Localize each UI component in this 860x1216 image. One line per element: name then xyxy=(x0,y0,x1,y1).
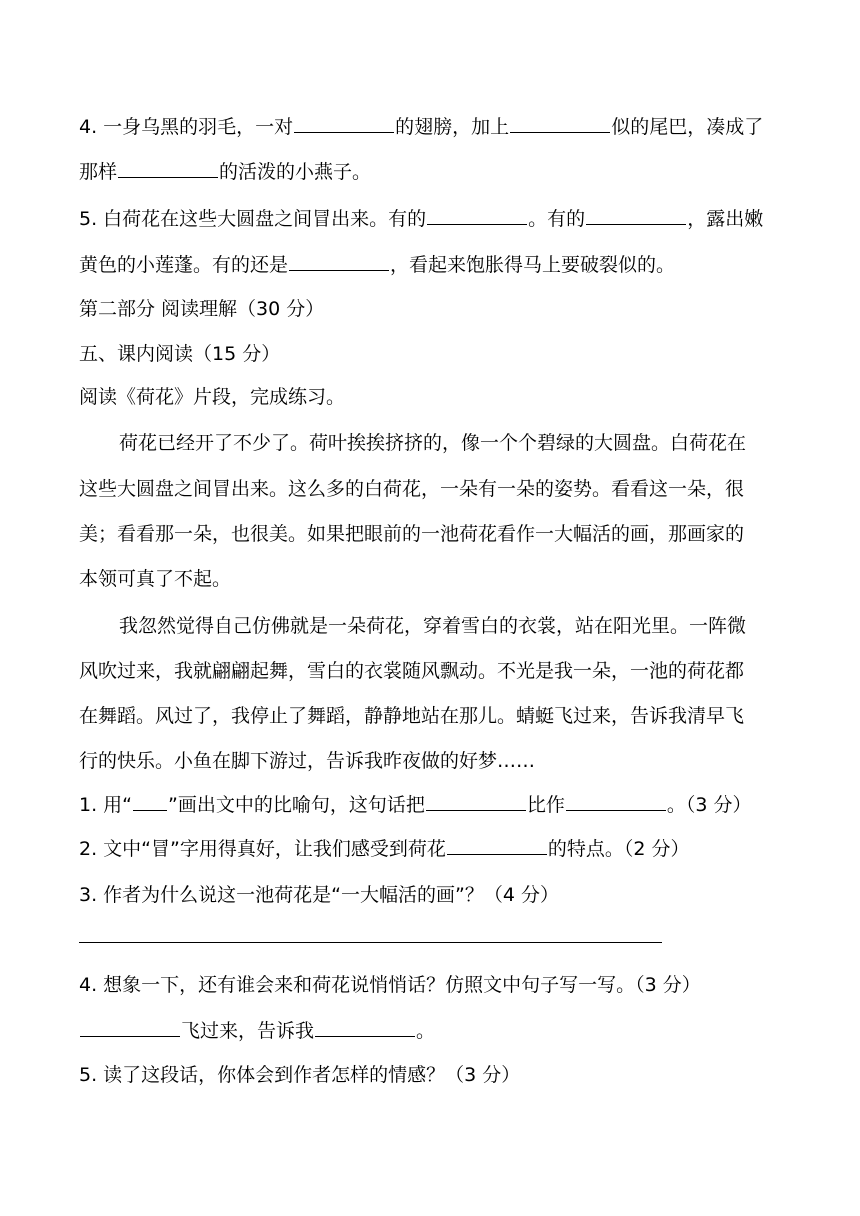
text: 。（3 分） xyxy=(666,794,752,816)
passage-p2-line-2: 风吹过来，我就翩翩起舞，雪白的衣裳随风飘动。不光是我一朵，一池的荷花都 xyxy=(79,660,745,682)
passage-p2-line-4: 行的快乐。小鱼在脚下游过，告诉我昨夜做的好梦…… xyxy=(79,750,536,772)
text: 。 xyxy=(416,1020,436,1042)
passage-p1-line-1: 荷花已经开了不少了。荷叶挨挨挤挤的，像一个个碧绿的大圆盘。白荷花在 xyxy=(119,432,747,454)
passage-p1-line-2: 这些大圆盘之间冒出来。这么多的白荷花，一朵有一朵的姿势。看看这一朵，很 xyxy=(79,478,745,500)
answer-blank[interactable] xyxy=(289,252,389,271)
text: 的翅膀，加上 xyxy=(395,116,510,138)
answer-blank[interactable] xyxy=(80,1018,180,1037)
passage-p2-line-3: 在舞蹈。风过了，我停止了舞蹈，静静地站在那儿。蜻蜓飞过来，告诉我清早飞 xyxy=(79,705,745,727)
answer-blank[interactable] xyxy=(315,1018,415,1037)
underline-sample xyxy=(133,792,167,811)
text: 。有的 xyxy=(528,208,586,230)
text: ”画出文中的比喻句，这句话把 xyxy=(168,794,425,816)
text: 黄色的小莲蓬。有的还是 xyxy=(79,254,289,276)
text: ，露出嫩 xyxy=(687,208,764,230)
part-two-title: 第二部分 阅读理解（30 分） xyxy=(79,298,325,320)
passage-p1-line-3: 美；看看那一朵，也很美。如果把眼前的一池荷花看作一大幅活的画，那画家的 xyxy=(79,523,745,545)
text: 飞过来，告诉我 xyxy=(181,1020,315,1042)
fill-item-4-line-2 xyxy=(79,159,371,185)
answer-blank[interactable] xyxy=(586,206,686,225)
text: 的活泼的小燕子。 xyxy=(219,161,372,183)
answer-blank[interactable] xyxy=(427,206,527,225)
answer-blank[interactable] xyxy=(566,792,666,811)
answer-blank[interactable] xyxy=(426,792,526,811)
answer-blank[interactable] xyxy=(294,114,394,133)
text: 2. 文中“冒”字用得真好，让我们感受到荷花 xyxy=(79,838,446,860)
reading-instruction: 阅读《荷花》片段，完成练习。 xyxy=(79,386,346,408)
question-3: 3. 作者为什么说这一池荷花是“一大幅活的画”？（4 分） xyxy=(79,884,559,906)
question-4-fill xyxy=(79,1018,435,1044)
text: 似的尾巴，凑成了 xyxy=(611,116,764,138)
text: 1. 用“ xyxy=(79,794,133,816)
question-1 xyxy=(79,792,752,818)
question-5: 5. 读了这段话，你体会到作者怎样的情感？（3 分） xyxy=(79,1064,521,1086)
text: 5. 白荷花在这些大圆盘之间冒出来。有的 xyxy=(79,208,427,230)
question-4: 4. 想象一下，还有谁会来和荷花说悄悄话？仿照文中句子写一写。（3 分） xyxy=(79,974,701,996)
text: 的特点。（2 分） xyxy=(547,838,690,860)
fill-item-5-line-1 xyxy=(79,206,763,232)
text: 那样 xyxy=(79,161,118,183)
fill-item-5-line-2 xyxy=(79,252,675,278)
question-2 xyxy=(79,836,690,862)
answer-blank[interactable] xyxy=(510,114,610,133)
text: ，看起来饱胀得马上要破裂似的。 xyxy=(390,254,676,276)
text: 比作 xyxy=(526,794,565,816)
section-five-title: 五、课内阅读（15 分） xyxy=(79,343,281,365)
text: 4. 一身乌黑的羽毛，一对 xyxy=(79,116,294,138)
answer-blank[interactable] xyxy=(447,836,547,855)
passage-p2-line-1: 我忽然觉得自己仿佛就是一朵荷花，穿着雪白的衣裳，站在阳光里。一阵微 xyxy=(119,615,747,637)
answer-line[interactable] xyxy=(79,942,662,943)
passage-p1-line-4: 本领可真了不起。 xyxy=(79,568,232,590)
answer-blank[interactable] xyxy=(118,159,218,178)
fill-item-4-line-1 xyxy=(79,114,763,140)
